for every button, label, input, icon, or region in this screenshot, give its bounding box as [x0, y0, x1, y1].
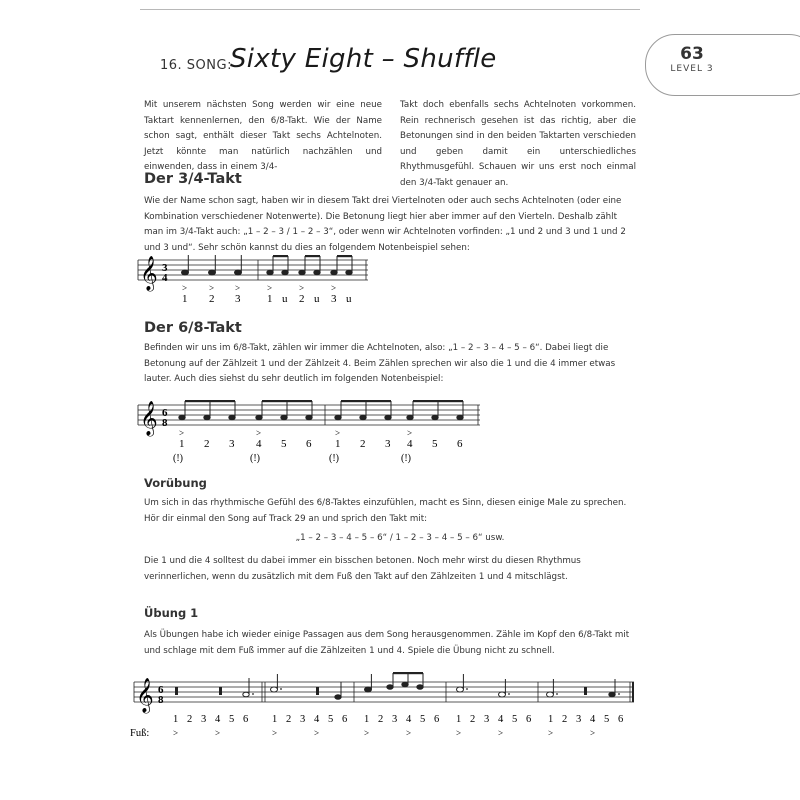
count-label: 1	[364, 714, 370, 725]
heading-vorubung: Vorübung	[144, 476, 207, 490]
heading-ubung-1: Übung 1	[144, 606, 199, 620]
text-vorubung-1: Um sich in das rhythmische Gefühl des 6/8-Taktes einzufühlen, macht es Sinn, diesen einige Male zu sprechen. Hör dir einmal den Song auf Track 29 an und sprich den Takt mit:	[144, 498, 627, 524]
treble-clef-icon: 𝄞	[140, 402, 158, 435]
exercise-notes	[175, 672, 620, 699]
count-label: 1	[179, 438, 185, 450]
accent-mark: >	[215, 728, 221, 738]
time-sig-bottom: 8	[158, 694, 164, 706]
accent-mark: >	[335, 428, 341, 438]
time-sig-top: 6	[158, 684, 164, 696]
count-label: 3	[235, 293, 241, 305]
count-label: 3	[392, 714, 398, 725]
count-label: 4	[590, 714, 596, 725]
count-label: 5	[604, 714, 610, 725]
count-label: u	[346, 293, 352, 305]
count-label: 4	[215, 714, 221, 725]
count-label: 1	[173, 714, 179, 725]
count-label: 6	[457, 438, 463, 450]
accent-mark: >	[548, 728, 554, 738]
count-label: 3	[300, 714, 306, 725]
chant-line: „1 – 2 – 3 – 4 – 5 – 6“ / 1 – 2 – 3 – 4 – 5 – 6“ usw.	[295, 533, 505, 543]
count-label: 2	[187, 714, 193, 725]
count-label: 3	[385, 438, 391, 450]
level-label: LEVEL 3	[670, 64, 714, 74]
count-label: 2	[378, 714, 384, 725]
song-label: 16. SONG:	[160, 58, 232, 73]
count-label: 2	[470, 714, 476, 725]
text-34: Wie der Name schon sagt, haben wir in diesem Takt drei Viertelnoten oder auch sechs Achtelnoten (oder eine Kombination verschiedener Notenwerte). Die Betonung liegt hier aber immer auf den Vierteln. Deshalb zählt man im 3/4-Takt auch: „1 – 2 – 3 / 1 – 2 – 3“, oder wenn wir Achtelnoten vorfinden: „1 und 2 und 3 und 1 und 2 und 3 und“. Sehr schön kannst du dies an folgendem Notenbeispiel sehen:	[144, 196, 626, 253]
accent-mark: >	[272, 728, 278, 738]
count-label: 3	[229, 438, 235, 450]
text-ubung-1: Als Übungen habe ich wieder einige Passagen aus dem Song herausgenommen. Zähle im Kopf den 6/8-Takt mit und schlage mit dem Fuß immer auf die Zählzeiten 1 und 4. Spiele die Übung nicht zu schnell.	[144, 630, 630, 656]
count-label: 3	[576, 714, 582, 725]
page-number: 63	[680, 44, 704, 64]
time-sig-top: 3	[162, 262, 168, 274]
count-label: 2	[562, 714, 568, 725]
count-label: 4	[407, 438, 413, 450]
time-sig-bottom: 8	[162, 417, 168, 429]
emphasis-mark: (!)	[401, 453, 411, 464]
accent-mark: >	[314, 728, 320, 738]
heading-34: Der 3/4-Takt	[144, 171, 242, 187]
accent-mark: >	[299, 283, 305, 293]
count-label: 1	[182, 293, 188, 305]
count-label: 5	[432, 438, 438, 450]
accent-mark: >	[173, 728, 179, 738]
accent-mark: >	[364, 728, 370, 738]
count-label: 1	[335, 438, 341, 450]
accent-mark: >	[256, 428, 262, 438]
count-label: 5	[328, 714, 334, 725]
count-label: 6	[434, 714, 440, 725]
accent-mark: >	[267, 283, 273, 293]
count-label: 6	[526, 714, 532, 725]
count-label: 6	[243, 714, 249, 725]
count-label: 4	[314, 714, 320, 725]
count-label: 6	[342, 714, 348, 725]
time-sig-bottom: 4	[162, 272, 168, 284]
notation-68	[130, 395, 490, 467]
count-label: 2	[204, 438, 210, 450]
accent-mark: >	[179, 428, 185, 438]
count-label: 2	[360, 438, 366, 450]
accent-mark: >	[235, 283, 241, 293]
notation-ubung-1	[128, 670, 640, 762]
count-label: u	[314, 293, 320, 305]
foot-label: Fuß:	[130, 728, 150, 739]
accent-mark: >	[498, 728, 504, 738]
treble-clef-icon: 𝄞	[136, 679, 154, 712]
emphasis-mark: (!)	[173, 453, 183, 464]
count-label: 2	[209, 293, 215, 305]
count-label: 5	[512, 714, 518, 725]
count-label: 5	[420, 714, 426, 725]
count-label: 4	[498, 714, 504, 725]
count-label: 1	[272, 714, 278, 725]
count-label: 3	[201, 714, 207, 725]
count-label: u	[282, 293, 288, 305]
count-label: 2	[299, 293, 305, 305]
notation-34	[130, 250, 380, 306]
count-label: 6	[618, 714, 624, 725]
count-label: 1	[456, 714, 462, 725]
intro-left: Mit unserem nächsten Song werden wir eine neue Taktart kennenlernen, den 6/8-Takt. Wie der Name schon sagt, enthält dieser Takt sechs Achtelnoten. Jetzt könnte man natürlich nachzählen und einwenden, dass in einem 3/4-	[144, 100, 382, 172]
accent-mark: >	[590, 728, 596, 738]
count-label: 5	[281, 438, 287, 450]
treble-clef-icon: 𝄞	[140, 257, 158, 290]
count-label: 3	[484, 714, 490, 725]
emphasis-mark: (!)	[250, 453, 260, 464]
intro-right: Takt doch ebenfalls sechs Achtelnoten vorkommen. Rein rechnerisch gesehen ist das richtig, aber die Betonungen sind in den beiden Taktarten verschieden und geben damit ein unterschiedliches Rhythmusgefühl. Schauen wir uns erst noch einmal den 3/4-Takt genauer an.	[400, 100, 636, 188]
heading-68: Der 6/8-Takt	[144, 320, 242, 336]
emphasis-mark: (!)	[329, 453, 339, 464]
count-label: 2	[286, 714, 292, 725]
count-label: 1	[267, 293, 273, 305]
text-vorubung-2: Die 1 und die 4 solltest du dabei immer ein bisschen betonen. Noch mehr wirst du diesen Rhythmus verinnerlichen, wenn du zusätzlich mit dem Fuß den Takt auf den Zählzeiten 1 und 4 mitschlägst.	[144, 556, 581, 582]
accent-mark: >	[182, 283, 188, 293]
count-label: 1	[548, 714, 554, 725]
count-label: 4	[256, 438, 262, 450]
accent-mark: >	[407, 428, 413, 438]
text-68: Befinden wir uns im 6/8-Takt, zählen wir immer die Achtelnoten, also: „1 – 2 – 3 – 4 – 5 – 6“. Dabei liegt die Betonung auf der Zählzeit 1 und der Zählzeit 4. Beim Zählen sprechen wir also die 1 und die 4 immer etwas lauter. Auch dies siehst du sehr deutlich im folgenden Notenbeispiel:	[144, 343, 616, 384]
song-title: Sixty Eight – Shuffle	[230, 44, 497, 74]
accent-mark: >	[456, 728, 462, 738]
count-label: 6	[306, 438, 312, 450]
count-label: 5	[229, 714, 235, 725]
count-label: 3	[331, 293, 337, 305]
accent-mark: >	[406, 728, 412, 738]
accent-mark: >	[331, 283, 337, 293]
count-label: 4	[406, 714, 412, 725]
time-sig-top: 6	[162, 407, 168, 419]
top-rule	[140, 9, 640, 10]
accent-mark: >	[209, 283, 215, 293]
